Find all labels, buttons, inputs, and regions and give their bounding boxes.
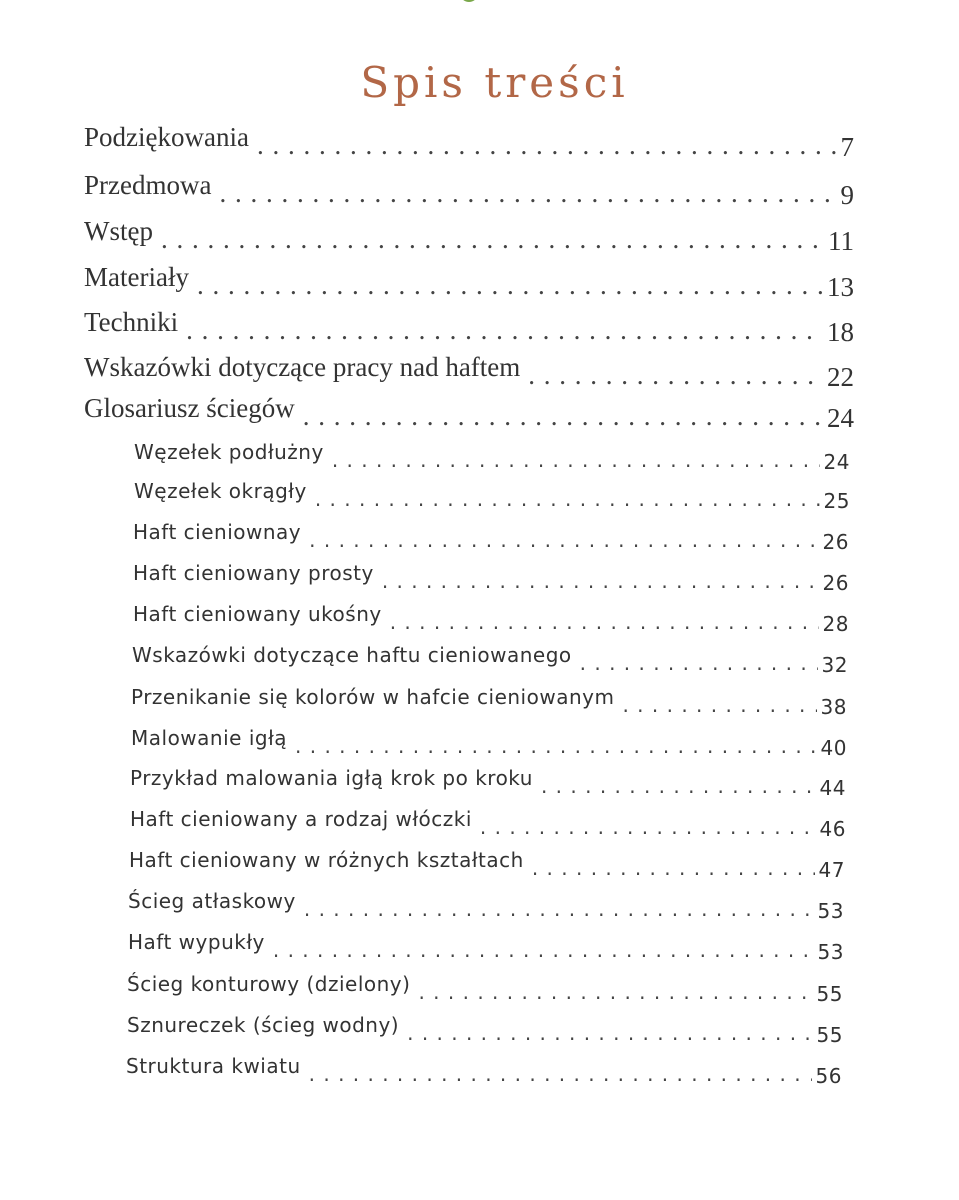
toc-subentry[interactable] — [131, 685, 847, 719]
toc-subentry-page: 28 — [822, 612, 849, 636]
toc-subentry[interactable] — [127, 1013, 843, 1047]
dot-leader — [622, 693, 816, 717]
toc-entry-page: 18 — [827, 317, 854, 347]
toc-subentry[interactable] — [134, 479, 850, 513]
dot-leader — [532, 856, 815, 880]
toc-subentry-label: Węzełek podłużny — [134, 440, 324, 464]
toc-subentry-page: 55 — [816, 982, 843, 1006]
toc-subentry-label: Przenikanie się kolorów w hafcie cieniowanym — [131, 685, 615, 709]
toc-entry-page: 24 — [827, 403, 854, 433]
toc-subentry-label: Haft cieniowany ukośny — [133, 602, 382, 626]
toc-entry[interactable] — [84, 393, 854, 433]
page-title: Spis treści — [360, 58, 629, 107]
toc-subentry[interactable] — [128, 930, 844, 964]
dot-leader — [418, 980, 812, 1004]
toc-entry[interactable] — [84, 122, 854, 162]
toc-entry-page: 7 — [840, 132, 854, 162]
toc-subentry-page: 47 — [818, 858, 845, 882]
toc-entry-label: Podziękowania — [84, 122, 249, 152]
toc-subentry-page: 25 — [823, 489, 850, 513]
toc-entry[interactable] — [84, 216, 854, 256]
dot-leader — [295, 734, 817, 758]
toc-subentry-label: Sznureczek (ścieg wodny) — [127, 1013, 400, 1037]
dot-leader — [315, 487, 820, 511]
dot-leader — [309, 528, 818, 552]
toc-subentry-label: Przykład malowania igłą krok po kroku — [130, 766, 533, 790]
dot-leader — [304, 897, 814, 921]
toc-entry-label: Techniki — [84, 307, 179, 337]
toc-subentry-page: 53 — [817, 899, 844, 923]
toc-entry-page: 11 — [828, 226, 854, 256]
toc-subentry[interactable] — [131, 726, 847, 760]
toc-subentry-page: 26 — [822, 571, 849, 595]
toc-subentry-page: 55 — [816, 1023, 843, 1047]
dot-leader — [161, 224, 824, 255]
dot-leader — [273, 938, 814, 962]
toc-subentry[interactable] — [132, 643, 848, 677]
toc-entry-page: 22 — [827, 362, 854, 392]
toc-entry[interactable] — [84, 262, 854, 302]
toc-entry-label: Materiały — [84, 262, 189, 292]
toc-subentry-label: Malowanie igłą — [131, 726, 288, 750]
dot-leader — [186, 315, 823, 346]
dot-leader — [332, 448, 820, 472]
toc-subentry[interactable] — [128, 889, 844, 923]
toc-subentry-page: 46 — [819, 817, 846, 841]
toc-entry-page: 13 — [827, 272, 854, 302]
toc-subentry-page: 32 — [821, 653, 848, 677]
toc-entry[interactable] — [84, 352, 854, 392]
toc-entry-label: Glosariusz ściegów — [84, 393, 295, 423]
toc-subentry-label: Struktura kwiatu — [126, 1054, 301, 1078]
toc-subentry-page: 26 — [822, 530, 849, 554]
dot-leader — [303, 401, 823, 432]
dot-leader — [382, 569, 819, 593]
toc-subentry[interactable] — [126, 1054, 842, 1088]
toc-entry-page: 9 — [840, 180, 854, 210]
toc-subentry-page: 40 — [820, 736, 847, 760]
toc-subentry-label: Haft cieniowany a rodzaj włóczki — [130, 807, 472, 831]
toc-subentry[interactable] — [133, 602, 849, 636]
toc-subentry[interactable] — [130, 766, 846, 800]
toc-subentry-page: 44 — [819, 776, 846, 800]
dot-leader — [390, 610, 819, 634]
dot-leader — [219, 178, 836, 209]
toc-entry[interactable] — [84, 170, 854, 210]
toc-subentry-page: 24 — [823, 450, 850, 474]
dot-leader — [197, 270, 823, 301]
dot-leader — [407, 1021, 812, 1045]
toc-entry-label: Przedmowa — [84, 170, 212, 200]
dot-leader — [528, 360, 823, 391]
toc-subentry[interactable] — [133, 520, 849, 554]
toc-subentry-page: 56 — [815, 1064, 842, 1088]
dot-leader — [309, 1062, 812, 1086]
dot-leader — [257, 130, 837, 161]
toc-subentry[interactable] — [127, 972, 843, 1006]
toc-subentry-page: 53 — [817, 940, 844, 964]
toc-subentry-label: Ścieg konturowy (dzielony) — [127, 972, 411, 996]
toc-subentry-page: 38 — [820, 695, 847, 719]
dot-leader — [541, 774, 816, 798]
dot-leader — [480, 815, 816, 839]
toc-subentry-label: Haft cieniownay — [133, 520, 302, 544]
dot-leader — [580, 651, 818, 675]
toc-subentry[interactable] — [129, 848, 845, 882]
toc-entry[interactable] — [84, 307, 854, 347]
toc-subentry-label: Ścieg atłaskowy — [128, 889, 296, 913]
toc-subentry[interactable] — [134, 440, 850, 474]
toc-subentry-label: Wskazówki dotyczące haftu cieniowanego — [132, 643, 572, 667]
toc-subentry-label: Haft wypukły — [128, 930, 265, 954]
toc-subentry-label: Haft cieniowany prosty — [133, 561, 374, 585]
toc-entry-label: Wstęp — [84, 216, 153, 246]
toc-entry-label: Wskazówki dotyczące pracy nad haftem — [84, 352, 521, 382]
toc-subentry-label: Węzełek okrągły — [134, 479, 307, 503]
toc-subentry[interactable] — [130, 807, 846, 841]
toc-subentry-label: Haft cieniowany w różnych kształtach — [129, 848, 524, 872]
toc-subentry[interactable] — [133, 561, 849, 595]
